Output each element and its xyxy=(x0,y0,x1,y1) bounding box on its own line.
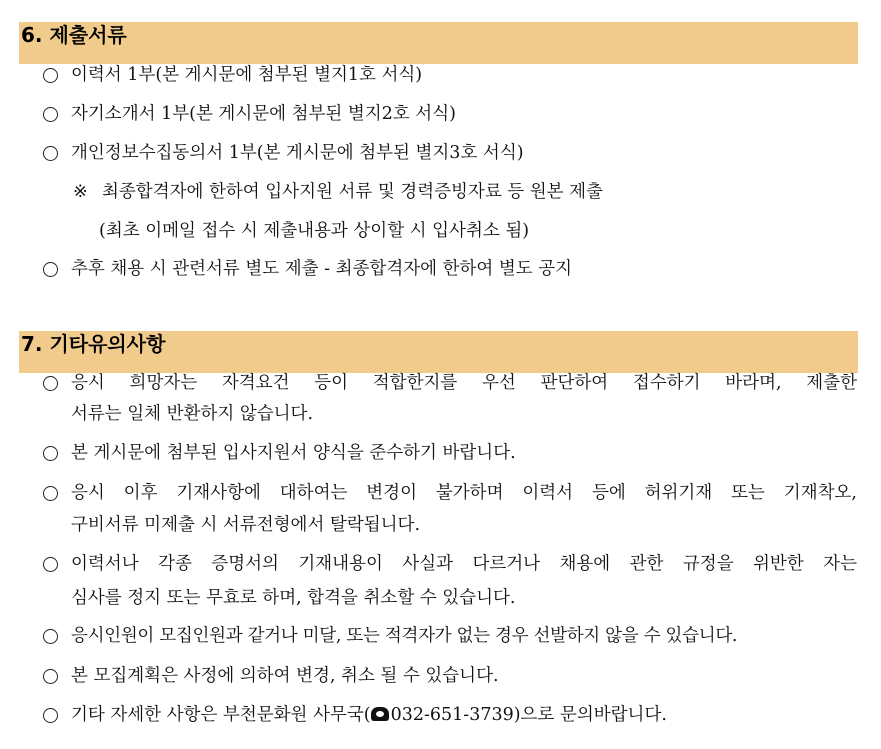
section-7-header xyxy=(19,331,858,373)
section-7-title: 7. 기타유의사항 xyxy=(21,332,166,356)
circle-bullet-icon xyxy=(43,557,58,572)
contact-suffix: )으로 문의바랍니다. xyxy=(513,705,667,725)
circle-bullet-icon xyxy=(43,669,58,684)
telephone-icon xyxy=(371,707,389,721)
note-line-2: (최초 이메일 접수 시 제출내용과 상이할 시 입사취소 됨) xyxy=(99,221,530,241)
notice-3-line-1: 응시 이후 기재사항에 대하여는 변경이 불가하며 이력서 등에 허위기재 또는 기재착오, xyxy=(71,483,857,503)
note-mark: ※ xyxy=(73,182,88,202)
contact-prefix: 기타 자세한 사항은 부천문화원 사무국( xyxy=(71,705,371,725)
circle-bullet-icon xyxy=(43,107,58,122)
circle-bullet-icon xyxy=(43,486,58,501)
notice-1-line-1: 응시 희망자는 자격요건 등이 적합한지를 우선 판단하여 접수하기 바라며, 제출한 xyxy=(71,373,857,393)
section-6-item-privacy-consent: 개인정보수집동의서 1부(본 게시문에 첨부된 별지3호 서식) xyxy=(71,143,524,163)
circle-bullet-icon xyxy=(43,446,58,461)
section-6-title: 6. 제출서류 xyxy=(21,23,127,47)
circle-bullet-icon xyxy=(43,68,58,83)
circle-bullet-icon xyxy=(43,262,58,277)
notice-6-line-1: 본 모집계획은 사정에 의하여 변경, 취소 될 수 있습니다. xyxy=(71,666,499,686)
notice-5-line-1: 응시인원이 모집인원과 같거나 미달, 또는 적격자가 없는 경우 선발하지 않을 수 있습니다. xyxy=(71,626,738,646)
notice-4-line-1: 이력서나 각종 증명서의 기재내용이 사실과 다르거나 채용에 관한 규정을 위반한 자는 xyxy=(71,554,857,574)
circle-bullet-icon xyxy=(43,376,58,391)
contact-phone-number: 032-651-3739 xyxy=(390,705,514,725)
circle-bullet-icon xyxy=(43,629,58,644)
section-6-item-resume: 이력서 1부(본 게시문에 첨부된 별지1호 서식) xyxy=(71,65,423,85)
contact-line xyxy=(71,703,667,727)
notice-3-line-2: 구비서류 미제출 시 서류전형에서 탈락됩니다. xyxy=(71,515,421,535)
notice-1-line-2: 서류는 일체 반환하지 않습니다. xyxy=(71,404,314,424)
notice-4-line-2: 심사를 정지 또는 무효로 하며, 합격을 취소할 수 있습니다. xyxy=(71,588,516,608)
circle-bullet-icon xyxy=(43,708,58,723)
section-6-header xyxy=(19,22,858,64)
note-line-1: 최종합격자에 한하여 입사지원 서류 및 경력증빙자료 등 원본 제출 xyxy=(102,182,603,202)
section-6-item-self-intro: 자기소개서 1부(본 게시문에 첨부된 별지2호 서식) xyxy=(71,104,456,124)
section-6-item-later-docs: 추후 채용 시 관련서류 별도 제출 - 최종합격자에 한하여 별도 공지 xyxy=(71,259,573,279)
notice-2-line-1: 본 게시문에 첨부된 입사지원서 양식을 준수하기 바랍니다. xyxy=(71,443,516,463)
circle-bullet-icon xyxy=(43,146,58,161)
